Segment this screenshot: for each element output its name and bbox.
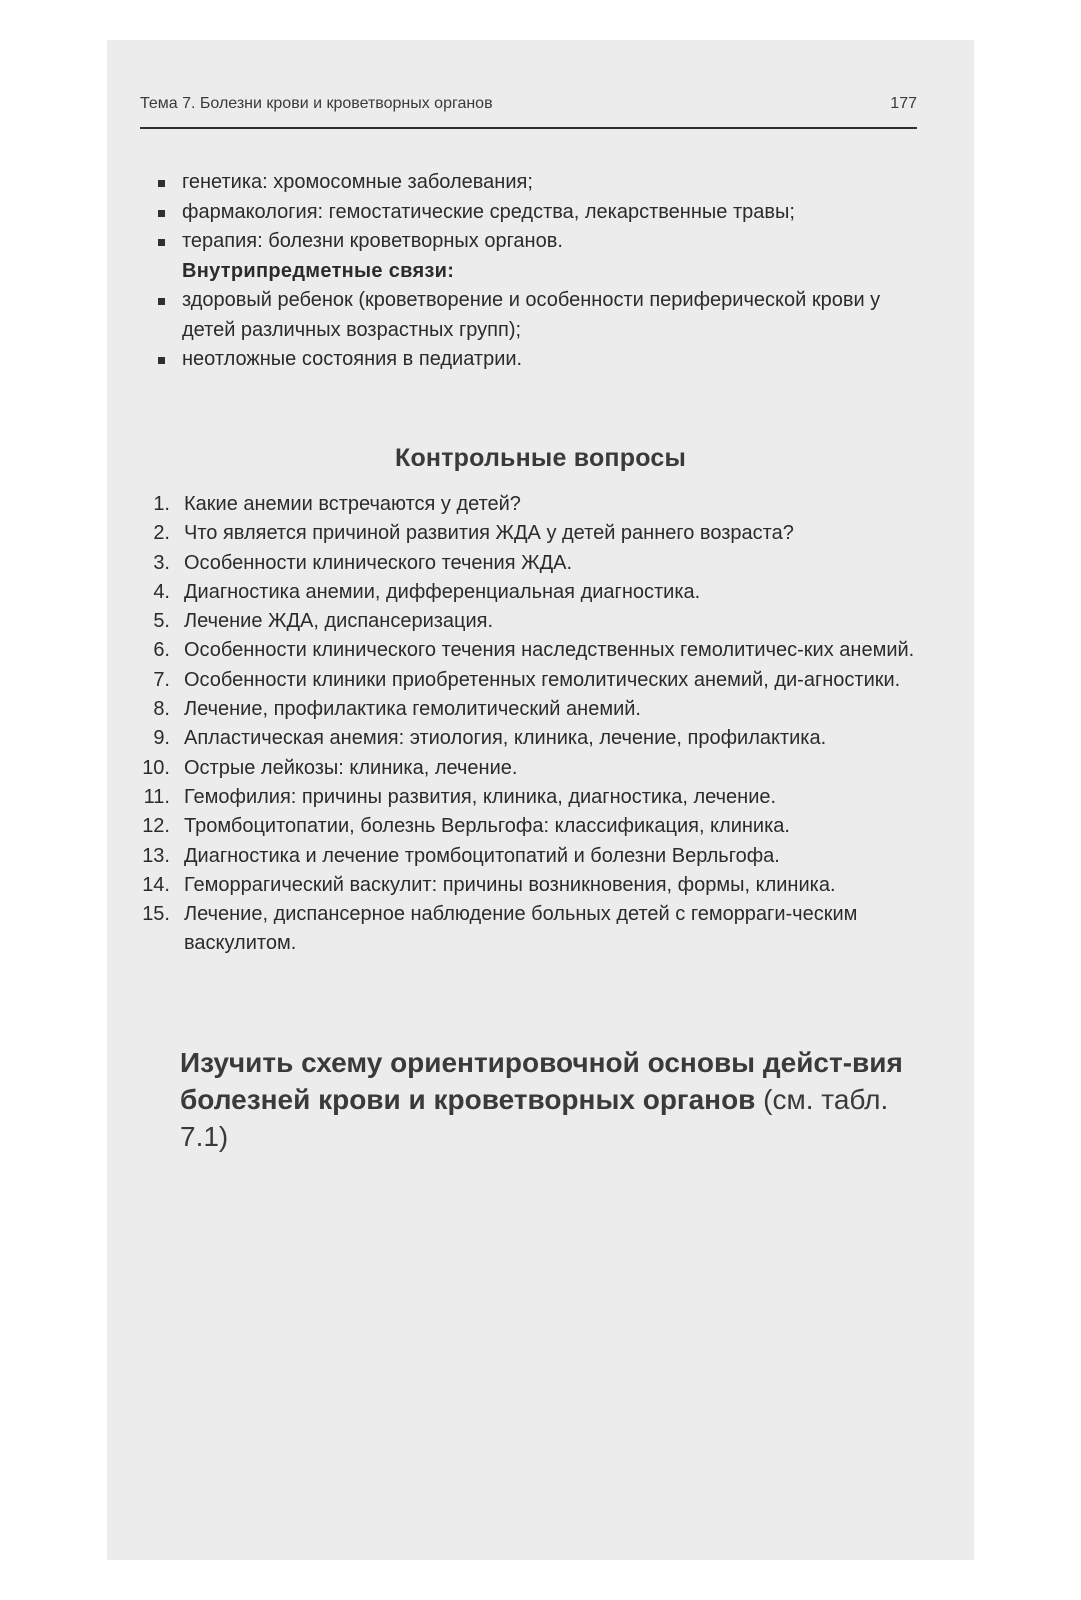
- question-text: Особенности клинического течения ЖДА.: [184, 551, 573, 574]
- question-text: Диагностика и лечение тромбоцитопатий и болезни Верльгофа.: [184, 844, 780, 867]
- page-number: 177: [890, 95, 917, 112]
- running-header: [140, 95, 917, 129]
- question-number: 3.: [153, 551, 170, 574]
- intra-subject-heading: Внутрипредметные связи:: [182, 259, 455, 282]
- question-number: 12.: [142, 815, 170, 838]
- question-text: Диагностика анемии, дифференциальная диагностика.: [184, 580, 701, 603]
- book-page: [107, 40, 974, 1560]
- question-item: [137, 900, 927, 959]
- question-item: [137, 519, 927, 548]
- question-number: 8.: [153, 698, 170, 721]
- question-text: Острые лейкозы: клиника, лечение.: [184, 756, 518, 779]
- question-item: [137, 578, 927, 607]
- question-item: [137, 695, 927, 724]
- question-number: 9.: [153, 727, 170, 750]
- control-questions-title: Контрольные вопросы: [394, 444, 687, 472]
- question-item: [137, 754, 927, 783]
- study-instruction: [180, 1044, 926, 1155]
- question-text: Геморрагический васкулит: причины возникновения, формы, клиника.: [184, 873, 836, 896]
- question-item: [137, 724, 927, 753]
- question-item: [137, 842, 927, 871]
- control-questions-list: [137, 490, 927, 959]
- question-text: Что является причиной развития ЖДА у детей раннего возраста?: [184, 522, 794, 545]
- question-number: 2.: [153, 522, 170, 545]
- question-text: Апластическая анемия: этиология, клиника, лечение, профилактика.: [184, 727, 827, 750]
- header-title: Тема 7. Болезни крови и кроветворных органов: [140, 95, 493, 112]
- question-item: [137, 812, 927, 841]
- question-number: 1.: [153, 493, 170, 515]
- question-number: 14.: [142, 873, 170, 896]
- list-item: фармакология: гемостатические средства, лекарственные травы;: [155, 198, 925, 228]
- question-number: 10.: [142, 756, 170, 779]
- question-item: [137, 783, 927, 812]
- question-number: 13.: [142, 844, 170, 867]
- question-item: [137, 549, 927, 578]
- question-number: 7.: [153, 668, 170, 691]
- question-text: Особенности клиники приобретенных гемолитических анемий, ди-агностики.: [184, 668, 901, 691]
- question-text: Какие анемии встречаются у детей?: [184, 493, 521, 515]
- question-item: [137, 490, 927, 519]
- study-instruction-reference: (см. табл. 7.1): [180, 1084, 889, 1152]
- interdisciplinary-list: [155, 168, 925, 375]
- question-number: 15.: [142, 903, 170, 926]
- study-instruction-bold: Изучить схему ориентировочной основы дейст-вия болезней крови и кроветворных органов: [180, 1047, 903, 1115]
- question-item: [137, 871, 927, 900]
- question-item: [137, 666, 927, 695]
- question-text: Особенности клинического течения наследственных гемолитичес-ких анемий.: [184, 639, 915, 662]
- question-item: [137, 636, 927, 665]
- list-item: неотложные состояния в педиатрии.: [155, 345, 925, 375]
- question-number: 6.: [153, 639, 170, 662]
- list-item: здоровый ребенок (кроветворение и особенности периферической крови у детей различных возрастных групп);: [155, 286, 925, 345]
- question-text: Тромбоцитопатии, болезнь Верльгофа: классификация, клиника.: [184, 815, 790, 838]
- question-text: Лечение, диспансерное наблюдение больных детей с геморраги-ческим васкулитом.: [184, 903, 858, 955]
- question-text: Лечение, профилактика гемолитический анемий.: [184, 698, 641, 721]
- question-number: 11.: [143, 785, 170, 808]
- question-number: 4.: [153, 580, 170, 603]
- list-item: терапия: болезни кроветворных органов.: [155, 227, 925, 257]
- list-item: генетика: хромосомные заболевания;: [155, 168, 925, 198]
- question-text: Лечение ЖДА, диспансеризация.: [184, 610, 494, 633]
- question-text: Гемофилия: причины развития, клиника, диагностика, лечение.: [184, 785, 777, 808]
- question-item: [137, 607, 927, 636]
- question-number: 5.: [153, 610, 170, 633]
